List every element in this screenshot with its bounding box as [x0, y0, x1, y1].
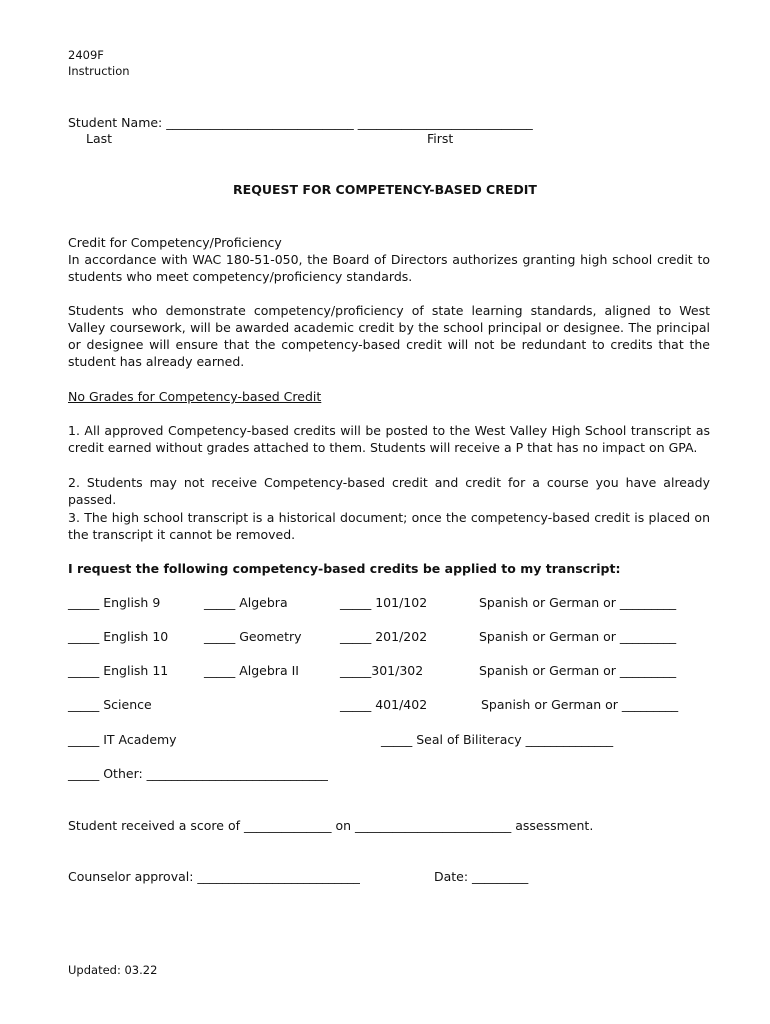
credit-science[interactable]: _____ Science [68, 697, 152, 712]
date-line[interactable]: Date: _________ [434, 869, 529, 884]
credit-101-102[interactable]: _____ 101/102 [340, 595, 428, 610]
first-name-label: First [427, 131, 454, 146]
credit-spanish-german-4[interactable]: Spanish or German or _________ [481, 697, 679, 712]
intro-paragraph [68, 234, 710, 285]
credit-401-402[interactable]: _____ 401/402 [340, 697, 428, 712]
credit-english-11[interactable]: _____ English 11 [68, 663, 169, 678]
section-heading: No Grades for Competency-based Credit [68, 389, 322, 404]
credit-201-202[interactable]: _____ 201/202 [340, 629, 428, 644]
counselor-approval-line[interactable]: Counselor approval: __________________________ [68, 869, 360, 884]
credit-other[interactable]: _____ Other: _____________________________ [68, 766, 328, 781]
student-name-line: Student Name: ______________________________ ____________________________ [68, 115, 533, 130]
credit-spanish-german-1[interactable]: Spanish or German or _________ [479, 595, 677, 610]
credit-english-10[interactable]: _____ English 10 [68, 629, 169, 644]
credit-spanish-german-2[interactable]: Spanish or German or _________ [479, 629, 677, 644]
form-type: Instruction [68, 64, 130, 78]
credit-301-302[interactable]: _____301/302 [340, 663, 424, 678]
rule-1: 1. All approved Competency-based credits will be posted to the West Valley High School transcript as credit earned without grades attached to them. Students will receive a P that has no impact on GPA. [68, 423, 710, 455]
credit-seal-of-biliteracy[interactable]: _____ Seal of Biliteracy ______________ [381, 732, 614, 747]
request-heading: I request the following competency-based credits be applied to my transcript: [68, 561, 621, 576]
form-number: 2409F [68, 48, 104, 62]
assessment-score-line[interactable]: Student received a score of ______________ on _________________________ assessment. [68, 818, 594, 833]
credit-algebra[interactable]: _____ Algebra [204, 595, 288, 610]
credit-english-9[interactable]: _____ English 9 [68, 595, 161, 610]
credit-it-academy[interactable]: _____ IT Academy [68, 732, 177, 747]
credit-spanish-german-3[interactable]: Spanish or German or _________ [479, 663, 677, 678]
policy-paragraph: Students who demonstrate competency/proficiency of state learning standards, aligned to West Valley coursework, will be awarded academic credit by the school principal or designee. The principal or designee will ensure that the competency-based credit will not be redundant to credits that the student has already earned. [68, 303, 710, 369]
page-title: REQUEST FOR COMPETENCY-BASED CREDIT [233, 182, 537, 197]
intro-heading: Credit for Competency/Proficiency [68, 235, 282, 250]
credit-algebra-2[interactable]: _____ Algebra II [204, 663, 299, 678]
rule-3: 3. The high school transcript is a historical document; once the competency-based credit is placed on the transcript it cannot be removed. [68, 510, 710, 542]
rule-2: 2. Students may not receive Competency-based credit and credit for a course you have already passed. [68, 475, 710, 507]
updated-footer: Updated: 03.22 [68, 963, 158, 977]
credit-geometry[interactable]: _____ Geometry [204, 629, 302, 644]
intro-text: In accordance with WAC 180-51-050, the Board of Directors authorizes granting high school credit to students who meet competency/proficiency standards. [68, 252, 710, 284]
last-name-label: Last [86, 131, 113, 146]
